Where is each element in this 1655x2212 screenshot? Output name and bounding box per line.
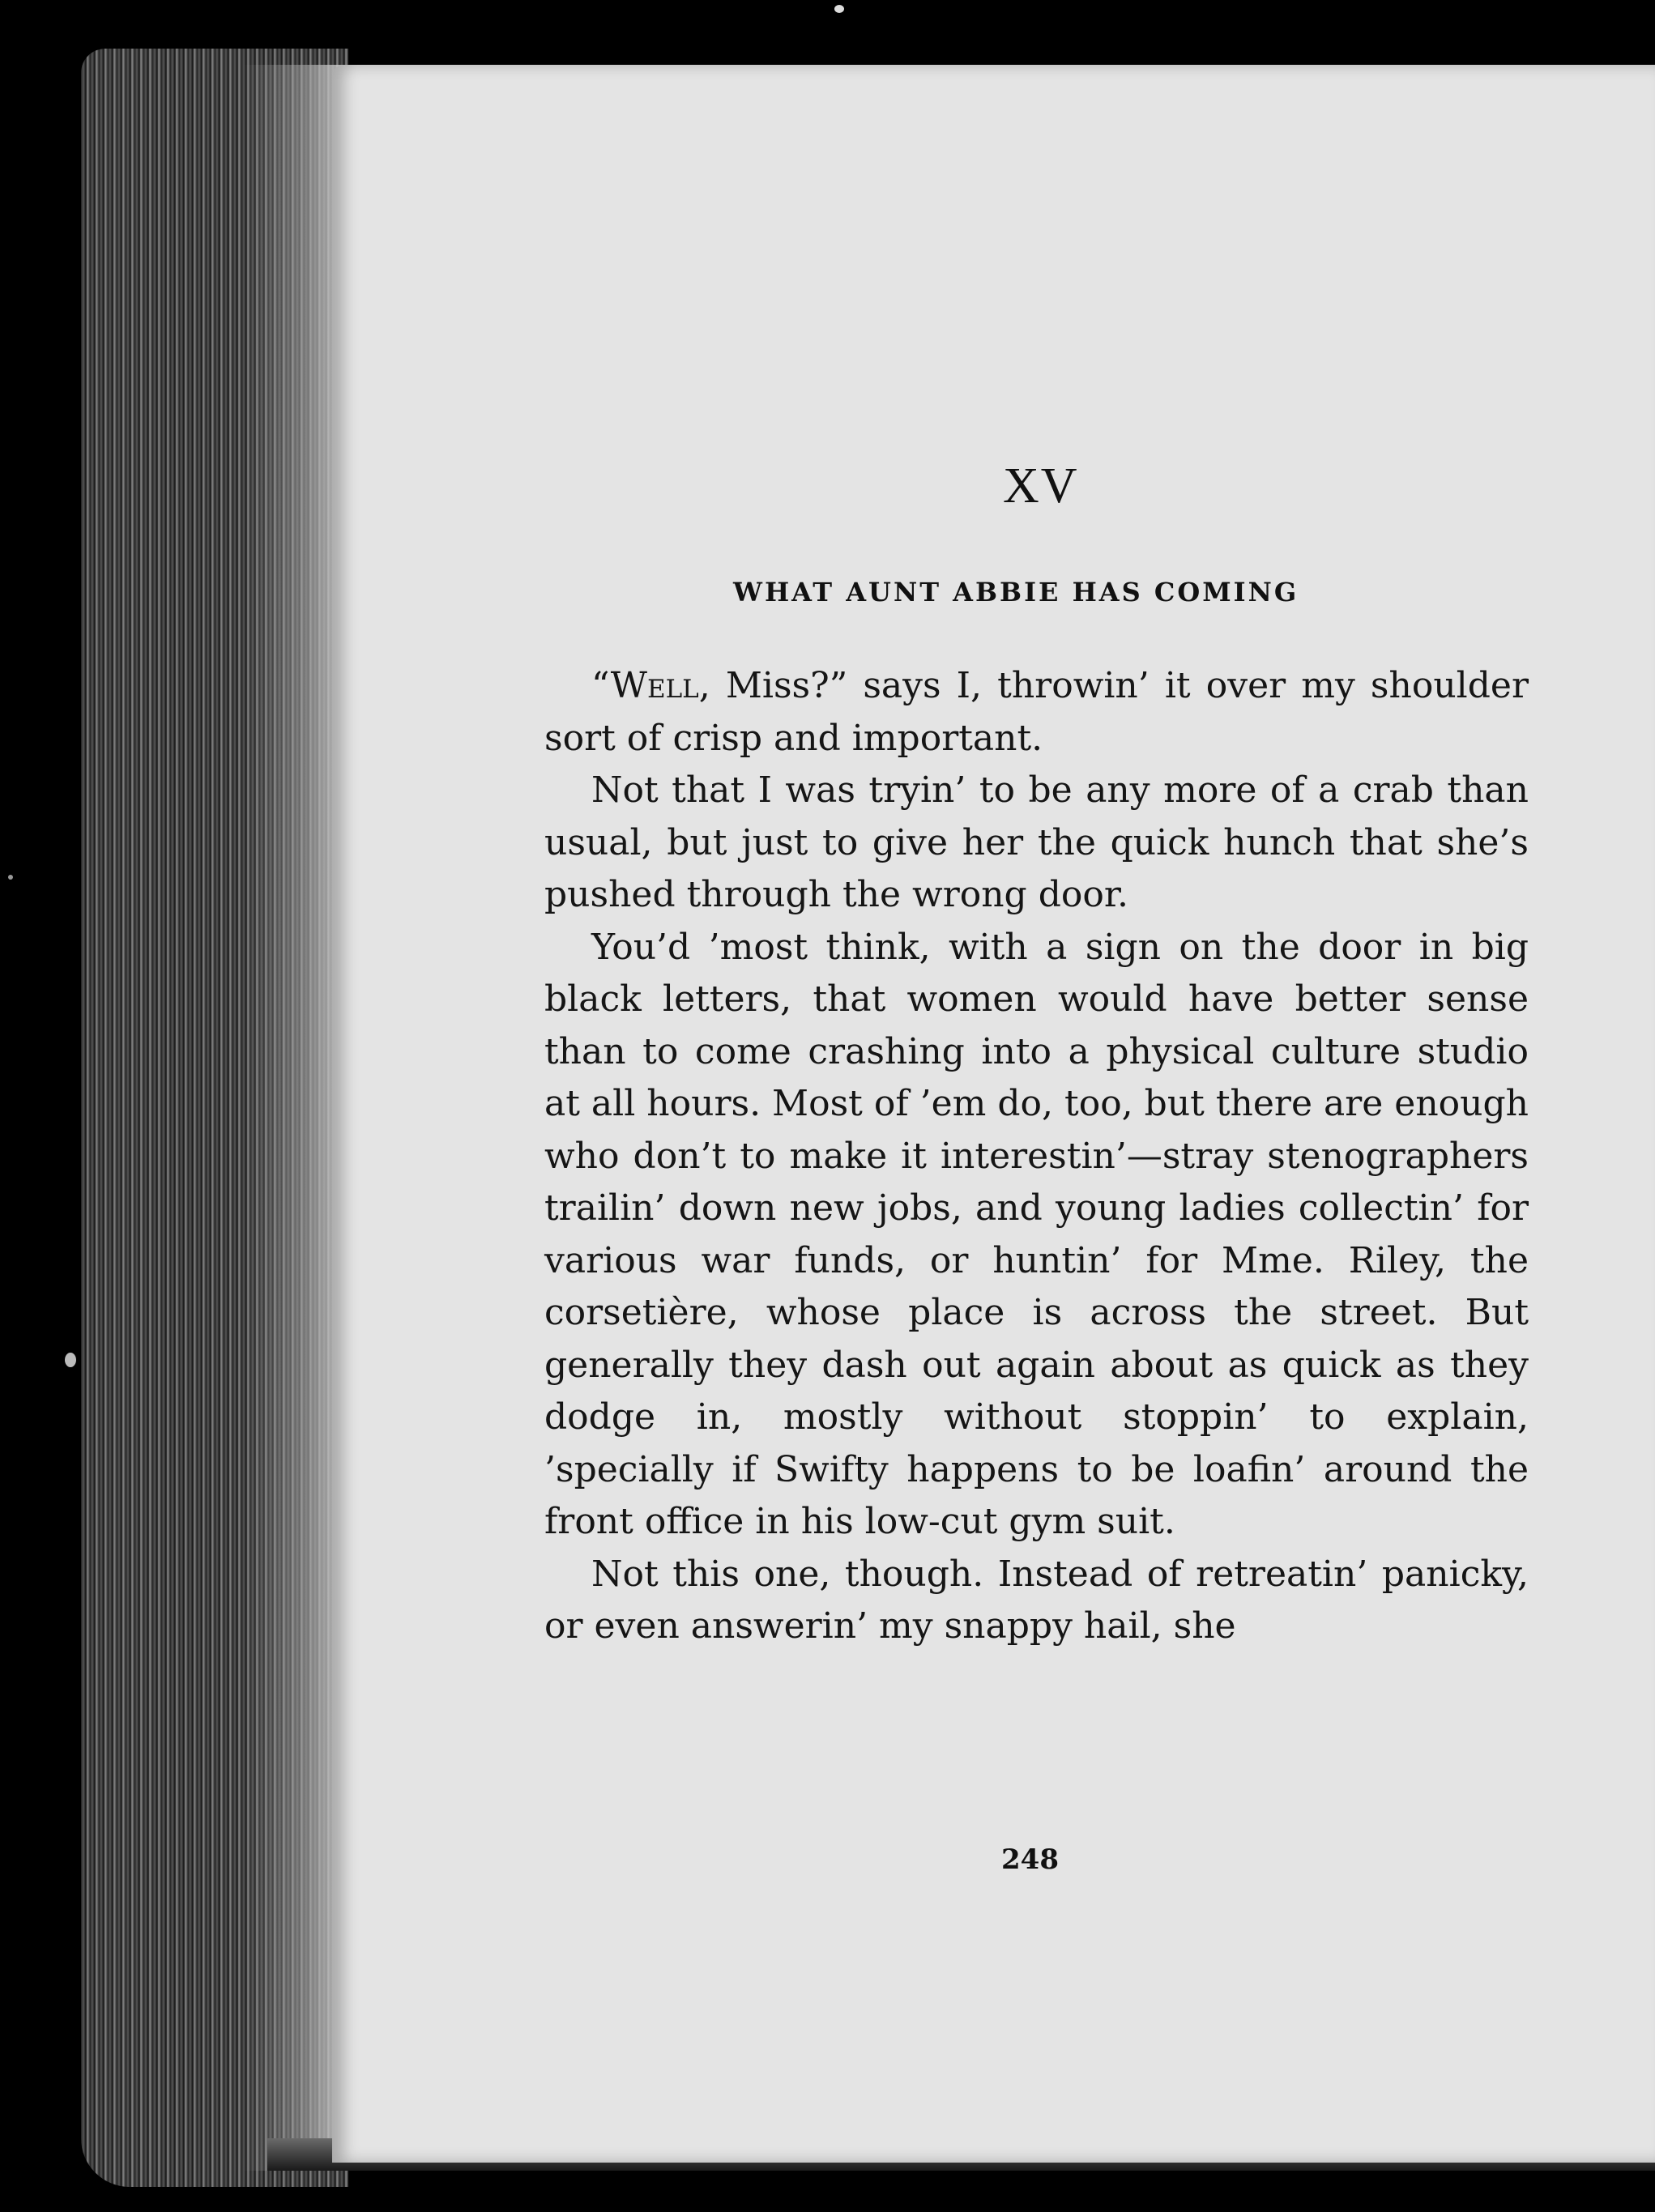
scan-speck <box>8 875 13 880</box>
paragraph-text: Not this one, though. Instead of retreatin’ panicky, or even answerin’ my snappy hail, she <box>544 1553 1529 1647</box>
paragraph <box>544 1549 1529 1653</box>
chapter-title: WHAT AUNT ABBIE HAS COMING <box>733 577 1299 607</box>
body-text <box>544 660 1529 1653</box>
scan-speck <box>834 5 844 13</box>
paragraph-text: You’d ’most think, with a sign on the door in big black letters, that women would have better sense than to come crashing into a physical culture studio at all hours. Most of ’em do, too, but there are enough who don’t to make it interestin’—stray stenographers trailin’ down new jobs, and young ladies collectin’ for various war funds, or huntin’ for Mme. Riley, the corsetière, whose place is across the street. But generally they dash out again about as quick as they dodge in, mostly without stoppin’ to explain, ’specially if Swifty happens to be loafin’ around the front office in his low-cut gym suit. <box>544 926 1529 1542</box>
paragraph-text: Not that I was tryin’ to be any more of a crab than usual, but just to give her the quick hunch that she’s pushed through the wrong door. <box>544 769 1529 915</box>
paragraph <box>544 660 1529 765</box>
chapter-number: XV <box>1003 458 1079 514</box>
page-number: 248 <box>1001 1843 1059 1876</box>
paragraph-lead: “Well, <box>591 665 710 706</box>
paragraph <box>544 765 1529 922</box>
paragraph-text: Miss?” says I, throwin’ it over my shoulder sort of crisp and important. <box>544 665 1529 759</box>
paragraph <box>544 922 1529 1549</box>
scan-speck <box>65 1353 76 1367</box>
